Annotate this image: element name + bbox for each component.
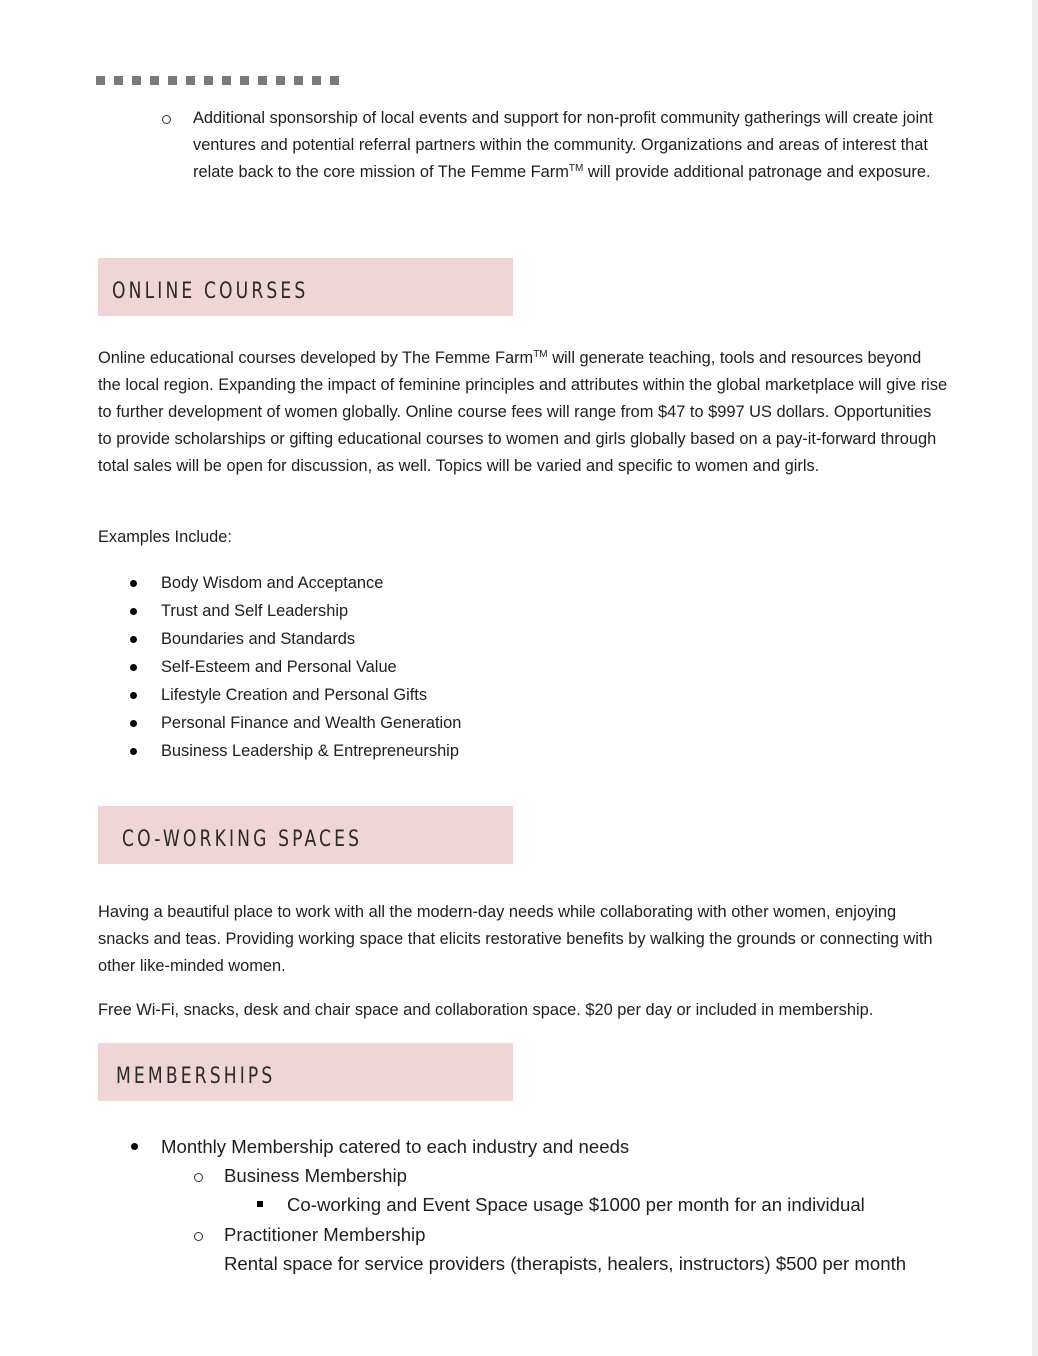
- online-courses-heading-box: [98, 258, 513, 316]
- business-membership-item: Business Membership: [224, 1165, 407, 1186]
- online-courses-heading: ONLINE COURSES: [112, 279, 309, 304]
- memberships-heading-box: [98, 1043, 513, 1101]
- list-item: Boundaries and Standards: [98, 625, 461, 653]
- coworking-heading-box: [98, 806, 513, 864]
- online-courses-paragraph: Online educational courses developed by The Femme Farm™ will generate teaching, tools and resources beyond the local region. Expanding the impact of feminine principles and attributes within the global marketplace will give rise to further development of women globally. Online course fees will range from $47 to $997 US dollars. Opportunities to provide scholarships or gifting educational courses to women and girls globally based on a pay-it-forward through total sales will be open for discussion, as well. Topics will be varied and specific to women and girls.: [98, 349, 948, 475]
- practitioner-membership-detail: Rental space for service providers (therapists, healers, instructors) $500 per month: [224, 1253, 907, 1274]
- list-item: Personal Finance and Wealth Generation: [98, 709, 461, 737]
- business-square-bullet: [257, 1201, 263, 1207]
- intro-paragraph: Additional sponsorship of local events and support for non-profit community gatherings will create joint ventures and potential referral partners within the community. Organizations and areas of interest that relate back to the core mission of The Femme Farm™ will provide additional patronage and exposure.: [193, 109, 933, 181]
- examples-label: Examples Include:: [98, 528, 232, 546]
- coworking-heading: CO-WORKING SPACES: [122, 827, 363, 852]
- list-item: Business Leadership & Entrepreneurship: [98, 737, 461, 765]
- list-item: Self-Esteem and Personal Value: [98, 653, 461, 681]
- practitioner-membership-item: Practitioner Membership: [224, 1224, 426, 1245]
- memberships-heading: MEMBERSHIPS: [116, 1064, 276, 1089]
- business-circle-bullet: [194, 1173, 203, 1182]
- list-item: Trust and Self Leadership: [98, 597, 461, 625]
- examples-list: [98, 569, 461, 765]
- coworking-paragraph-1: Having a beautiful place to work with all the modern-day needs while collaborating with other women, enjoying snacks and teas. Providing working space that elicits restorative benefits by walking the grounds or connecting with other like-minded women.: [98, 903, 933, 975]
- practitioner-circle-bullet: [194, 1232, 203, 1241]
- coworking-paragraph-2: Free Wi-Fi, snacks, desk and chair space and collaboration space. $20 per day or included in membership.: [98, 1001, 874, 1019]
- list-item: Body Wisdom and Acceptance: [98, 569, 461, 597]
- list-item: Lifestyle Creation and Personal Gifts: [98, 681, 461, 709]
- page-top-dots: [96, 76, 348, 85]
- membership-bullet: [131, 1143, 138, 1150]
- monthly-membership-item: Monthly Membership catered to each industry and needs: [161, 1136, 630, 1157]
- intro-circle-bullet: [162, 115, 171, 124]
- business-membership-detail: Co-working and Event Space usage $1000 per month for an individual: [287, 1194, 865, 1215]
- page-edge: [1032, 0, 1038, 1356]
